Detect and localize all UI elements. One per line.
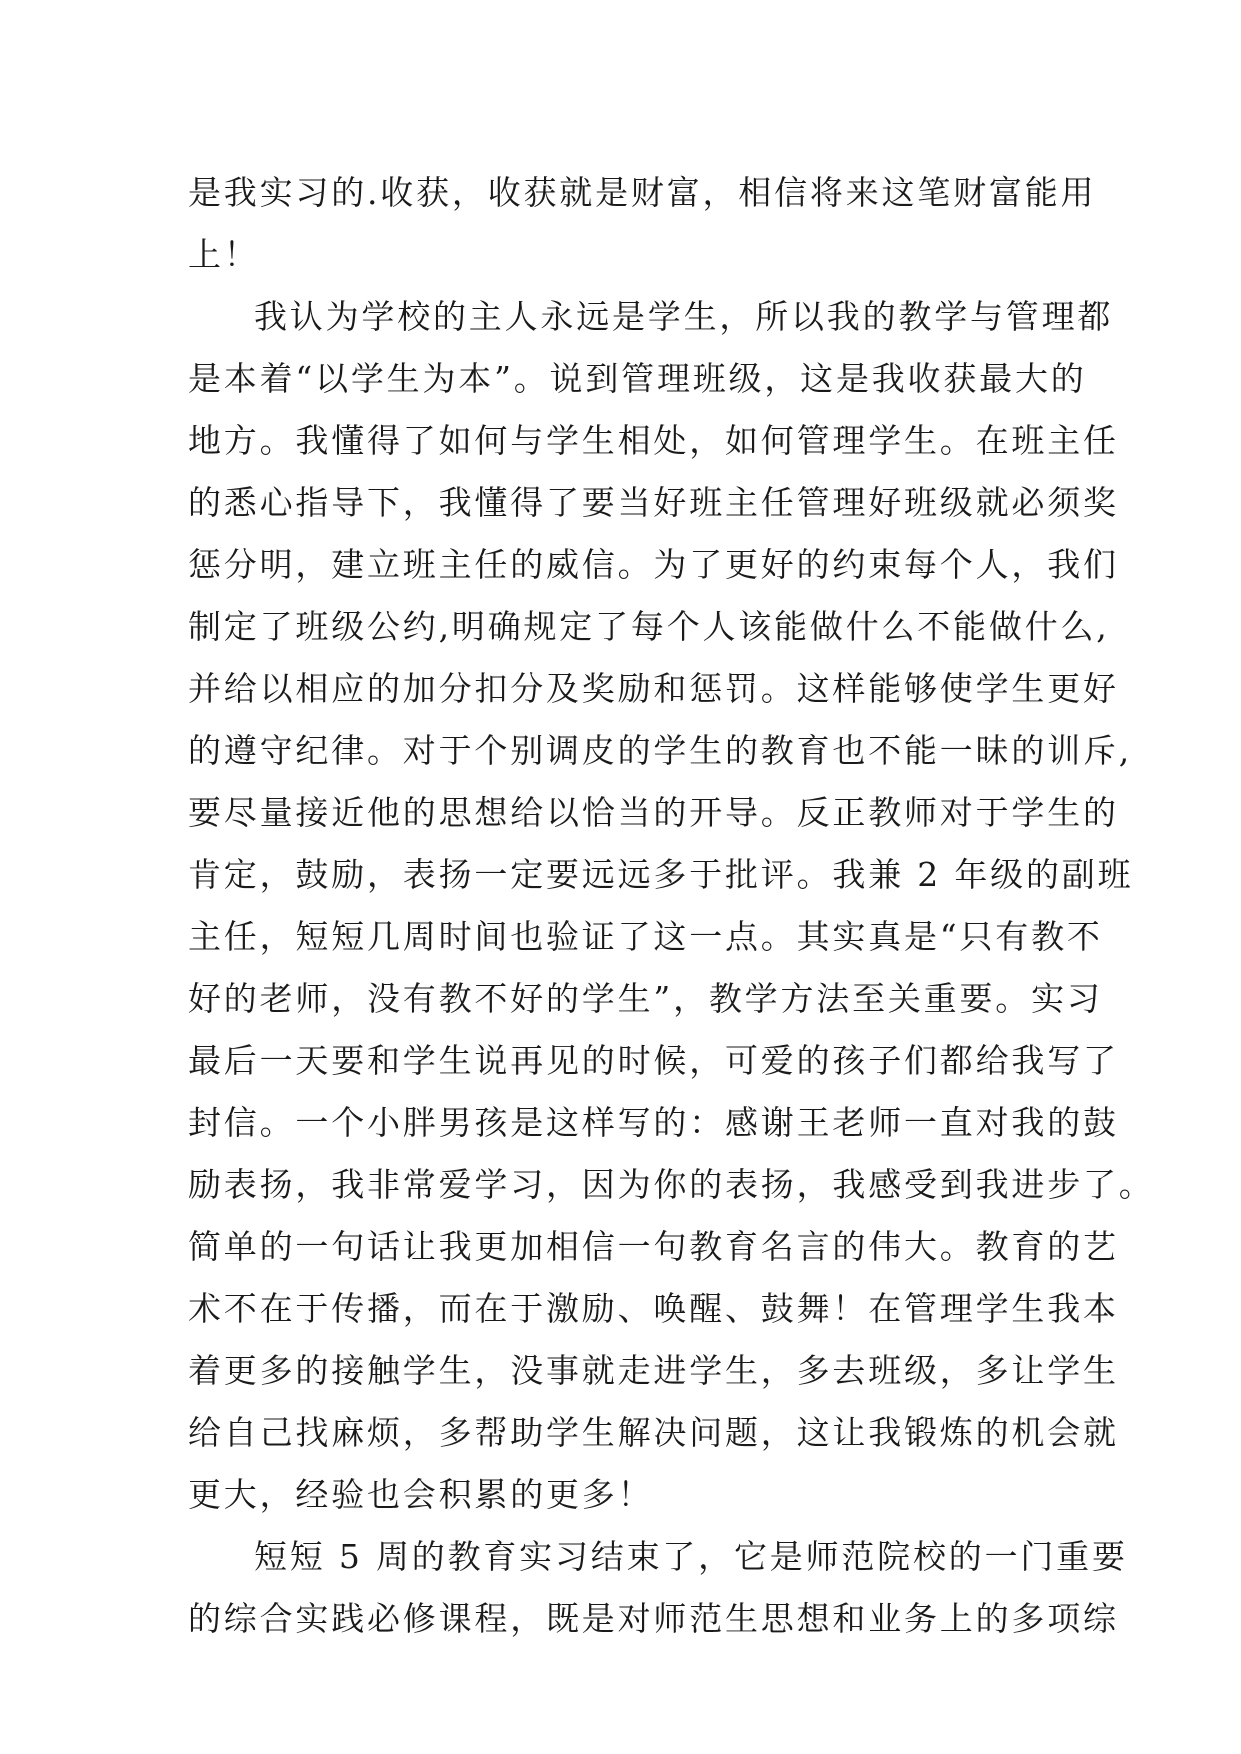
text-line: 的遵守纪律。对于个别调皮的学生的教育也不能一昧的训斥,: [188, 731, 1133, 770]
text-line: 惩分明，建立班主任的威信。为了更好的约束每个人，我们: [188, 545, 1119, 584]
text-line: 励表扬，我非常爱学习，因为你的表扬，我感受到我进步了。: [188, 1165, 1155, 1204]
text-line: 地方。我懂得了如何与学生相处，如何管理学生。在班主任: [188, 421, 1119, 460]
text-line: 主任，短短几周时间也验证了这一点。其实真是“只有教不: [188, 917, 1103, 956]
text-line: 更大，经验也会积累的更多！: [188, 1475, 654, 1514]
text-line: 短短 5 周的教育实习结束了，它是师范院校的一门重要: [254, 1537, 1128, 1576]
text-line: 的综合实践必修课程，既是对师范生思想和业务上的多项综: [188, 1599, 1119, 1638]
text-line: 的悉心指导下，我懂得了要当好班主任管理好班级就必须奖: [188, 483, 1119, 522]
text-line: 并给以相应的加分扣分及奖励和惩罚。这样能够使学生更好: [188, 669, 1119, 708]
text-line: 制定了班级公约,明确规定了每个人该能做什么不能做什么,: [188, 607, 1110, 646]
body-text: [188, 162, 1155, 1650]
text-line: 要尽量接近他的思想给以恰当的开导。反正教师对于学生的: [188, 793, 1119, 832]
text-line: 术不在于传播，而在于激励、唤醒、鼓舞！在管理学生我本: [188, 1289, 1119, 1328]
text-line: 简单的一句话让我更加相信一句教育名言的伟大。教育的艺: [188, 1227, 1119, 1266]
text-line: 上！: [188, 235, 260, 274]
text-line: 封信。一个小胖男孩是这样写的：感谢王老师一直对我的鼓: [188, 1103, 1119, 1142]
text-line: 给自己找麻烦，多帮助学生解决问题，这让我锻炼的机会就: [188, 1413, 1119, 1452]
text-line: 我认为学校的主人永远是学生，所以我的教学与管理都: [254, 297, 1114, 336]
text-line: 最后一天要和学生说再见的时候，可爱的孩子们都给我写了: [188, 1041, 1119, 1080]
text-line: 好的老师，没有教不好的学生”，教学方法至关重要。实习: [188, 979, 1103, 1018]
text-line: 是本着“以学生为本”。说到管理班级，这是我收获最大的: [188, 359, 1087, 398]
text-line: 是我实习的.收获，收获就是财富，相信将来这笔财富能用: [188, 173, 1097, 212]
text-line: 着更多的接触学生，没事就走进学生，多去班级，多让学生: [188, 1351, 1119, 1390]
text-line: 肯定，鼓励，表扬一定要远远多于批评。我兼 2 年级的副班: [188, 855, 1134, 894]
